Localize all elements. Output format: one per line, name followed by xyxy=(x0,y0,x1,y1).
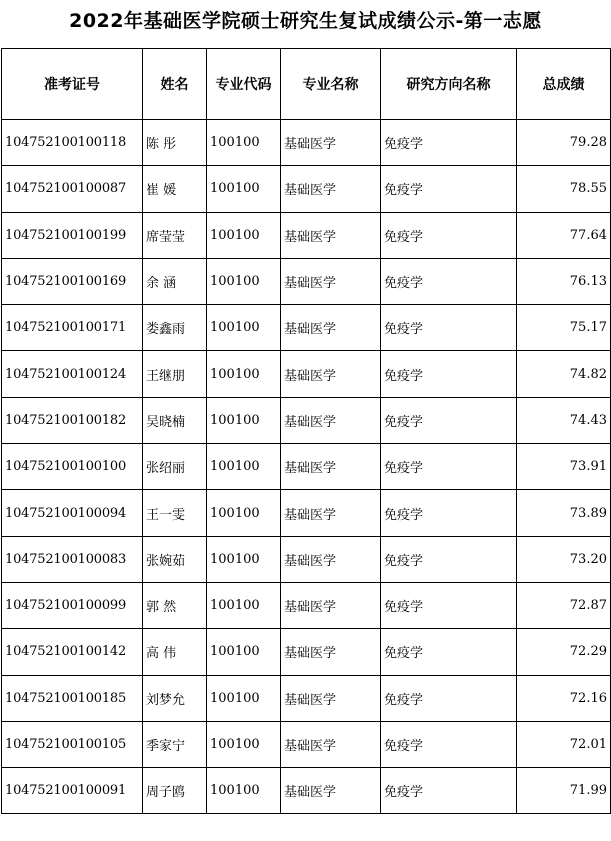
major-code-cell: 100100 xyxy=(207,305,281,351)
exam-id-cell: 104752100100142 xyxy=(2,629,143,675)
exam-id-cell: 104752100100099 xyxy=(2,582,143,628)
table-row xyxy=(2,536,611,582)
exam-id-cell: 104752100100094 xyxy=(2,490,143,536)
table-row xyxy=(2,629,611,675)
major-code-cell: 100100 xyxy=(207,166,281,212)
table-row xyxy=(2,768,611,814)
research-direction-cell: 免疫学 xyxy=(381,721,517,767)
major-name-cell: 基础医学 xyxy=(281,490,381,536)
major-code-cell: 100100 xyxy=(207,397,281,443)
total-score-cell: 73.91 xyxy=(517,444,611,490)
name-cell: 张绍丽 xyxy=(143,444,207,490)
major-name-cell: 基础医学 xyxy=(281,582,381,628)
results-table xyxy=(1,48,611,814)
name-cell: 席莹莹 xyxy=(143,212,207,258)
research-direction-cell: 免疫学 xyxy=(381,258,517,304)
major-code-cell: 100100 xyxy=(207,444,281,490)
research-direction-cell: 免疫学 xyxy=(381,536,517,582)
table-row xyxy=(2,351,611,397)
exam-id-cell: 104752100100118 xyxy=(2,120,143,166)
major-name-cell: 基础医学 xyxy=(281,212,381,258)
name-cell: 郭 然 xyxy=(143,582,207,628)
major-code-cell: 100100 xyxy=(207,582,281,628)
exam-id-cell: 104752100100171 xyxy=(2,305,143,351)
exam-id-cell: 104752100100124 xyxy=(2,351,143,397)
major-code-cell: 100100 xyxy=(207,120,281,166)
research-direction-cell: 免疫学 xyxy=(381,444,517,490)
major-name-cell: 基础医学 xyxy=(281,258,381,304)
major-name-cell: 基础医学 xyxy=(281,721,381,767)
total-score-cell: 77.64 xyxy=(517,212,611,258)
research-direction-cell: 免疫学 xyxy=(381,305,517,351)
major-name-cell: 基础医学 xyxy=(281,444,381,490)
research-direction-cell: 免疫学 xyxy=(381,768,517,814)
total-score-cell: 72.29 xyxy=(517,629,611,675)
major-code-cell: 100100 xyxy=(207,675,281,721)
research-direction-cell: 免疫学 xyxy=(381,490,517,536)
major-name-cell: 基础医学 xyxy=(281,120,381,166)
page-title: 2022年基础医学院硕士研究生复试成绩公示-第一志愿 xyxy=(69,10,542,32)
header-major-code: 专业代码 xyxy=(207,49,281,120)
total-score-cell: 75.17 xyxy=(517,305,611,351)
header-exam-id: 准考证号 xyxy=(2,49,143,120)
total-score-cell: 73.20 xyxy=(517,536,611,582)
major-code-cell: 100100 xyxy=(207,258,281,304)
table-row xyxy=(2,212,611,258)
header-total-score: 总成绩 xyxy=(517,49,611,120)
table-row xyxy=(2,675,611,721)
header-research-direction: 研究方向名称 xyxy=(381,49,517,120)
exam-id-cell: 104752100100169 xyxy=(2,258,143,304)
major-name-cell: 基础医学 xyxy=(281,397,381,443)
major-code-cell: 100100 xyxy=(207,212,281,258)
major-code-cell: 100100 xyxy=(207,629,281,675)
exam-id-cell: 104752100100185 xyxy=(2,675,143,721)
major-code-cell: 100100 xyxy=(207,351,281,397)
total-score-cell: 72.01 xyxy=(517,721,611,767)
total-score-cell: 73.89 xyxy=(517,490,611,536)
table-row xyxy=(2,721,611,767)
table-header xyxy=(2,49,611,120)
table-row xyxy=(2,166,611,212)
exam-id-cell: 104752100100083 xyxy=(2,536,143,582)
name-cell: 周子鸥 xyxy=(143,768,207,814)
major-name-cell: 基础医学 xyxy=(281,305,381,351)
major-name-cell: 基础医学 xyxy=(281,351,381,397)
major-name-cell: 基础医学 xyxy=(281,768,381,814)
table-row xyxy=(2,490,611,536)
total-score-cell: 76.13 xyxy=(517,258,611,304)
major-name-cell: 基础医学 xyxy=(281,629,381,675)
total-score-cell: 79.28 xyxy=(517,120,611,166)
header-row xyxy=(2,49,611,120)
total-score-cell: 78.55 xyxy=(517,166,611,212)
total-score-cell: 72.87 xyxy=(517,582,611,628)
exam-id-cell: 104752100100091 xyxy=(2,768,143,814)
name-cell: 刘梦允 xyxy=(143,675,207,721)
research-direction-cell: 免疫学 xyxy=(381,397,517,443)
total-score-cell: 72.16 xyxy=(517,675,611,721)
research-direction-cell: 免疫学 xyxy=(381,351,517,397)
exam-id-cell: 104752100100199 xyxy=(2,212,143,258)
research-direction-cell: 免疫学 xyxy=(381,120,517,166)
total-score-cell: 74.43 xyxy=(517,397,611,443)
total-score-cell: 71.99 xyxy=(517,768,611,814)
total-score-cell: 74.82 xyxy=(517,351,611,397)
name-cell: 娄鑫雨 xyxy=(143,305,207,351)
table-body xyxy=(2,120,611,814)
major-code-cell: 100100 xyxy=(207,490,281,536)
table-row xyxy=(2,120,611,166)
header-name: 姓名 xyxy=(143,49,207,120)
name-cell: 王继朋 xyxy=(143,351,207,397)
name-cell: 陈 彤 xyxy=(143,120,207,166)
exam-id-cell: 104752100100100 xyxy=(2,444,143,490)
name-cell: 吴晓楠 xyxy=(143,397,207,443)
table-row xyxy=(2,444,611,490)
exam-id-cell: 104752100100105 xyxy=(2,721,143,767)
research-direction-cell: 免疫学 xyxy=(381,166,517,212)
major-code-cell: 100100 xyxy=(207,768,281,814)
research-direction-cell: 免疫学 xyxy=(381,582,517,628)
table-row xyxy=(2,258,611,304)
header-major-name: 专业名称 xyxy=(281,49,381,120)
major-code-cell: 100100 xyxy=(207,721,281,767)
name-cell: 张婉茹 xyxy=(143,536,207,582)
research-direction-cell: 免疫学 xyxy=(381,212,517,258)
name-cell: 季家宁 xyxy=(143,721,207,767)
table-row xyxy=(2,305,611,351)
research-direction-cell: 免疫学 xyxy=(381,629,517,675)
major-code-cell: 100100 xyxy=(207,536,281,582)
name-cell: 崔 媛 xyxy=(143,166,207,212)
name-cell: 余 涵 xyxy=(143,258,207,304)
major-name-cell: 基础医学 xyxy=(281,166,381,212)
exam-id-cell: 104752100100182 xyxy=(2,397,143,443)
table-row xyxy=(2,582,611,628)
exam-id-cell: 104752100100087 xyxy=(2,166,143,212)
major-name-cell: 基础医学 xyxy=(281,675,381,721)
name-cell: 王一雯 xyxy=(143,490,207,536)
table-row xyxy=(2,397,611,443)
name-cell: 高 伟 xyxy=(143,629,207,675)
major-name-cell: 基础医学 xyxy=(281,536,381,582)
research-direction-cell: 免疫学 xyxy=(381,675,517,721)
